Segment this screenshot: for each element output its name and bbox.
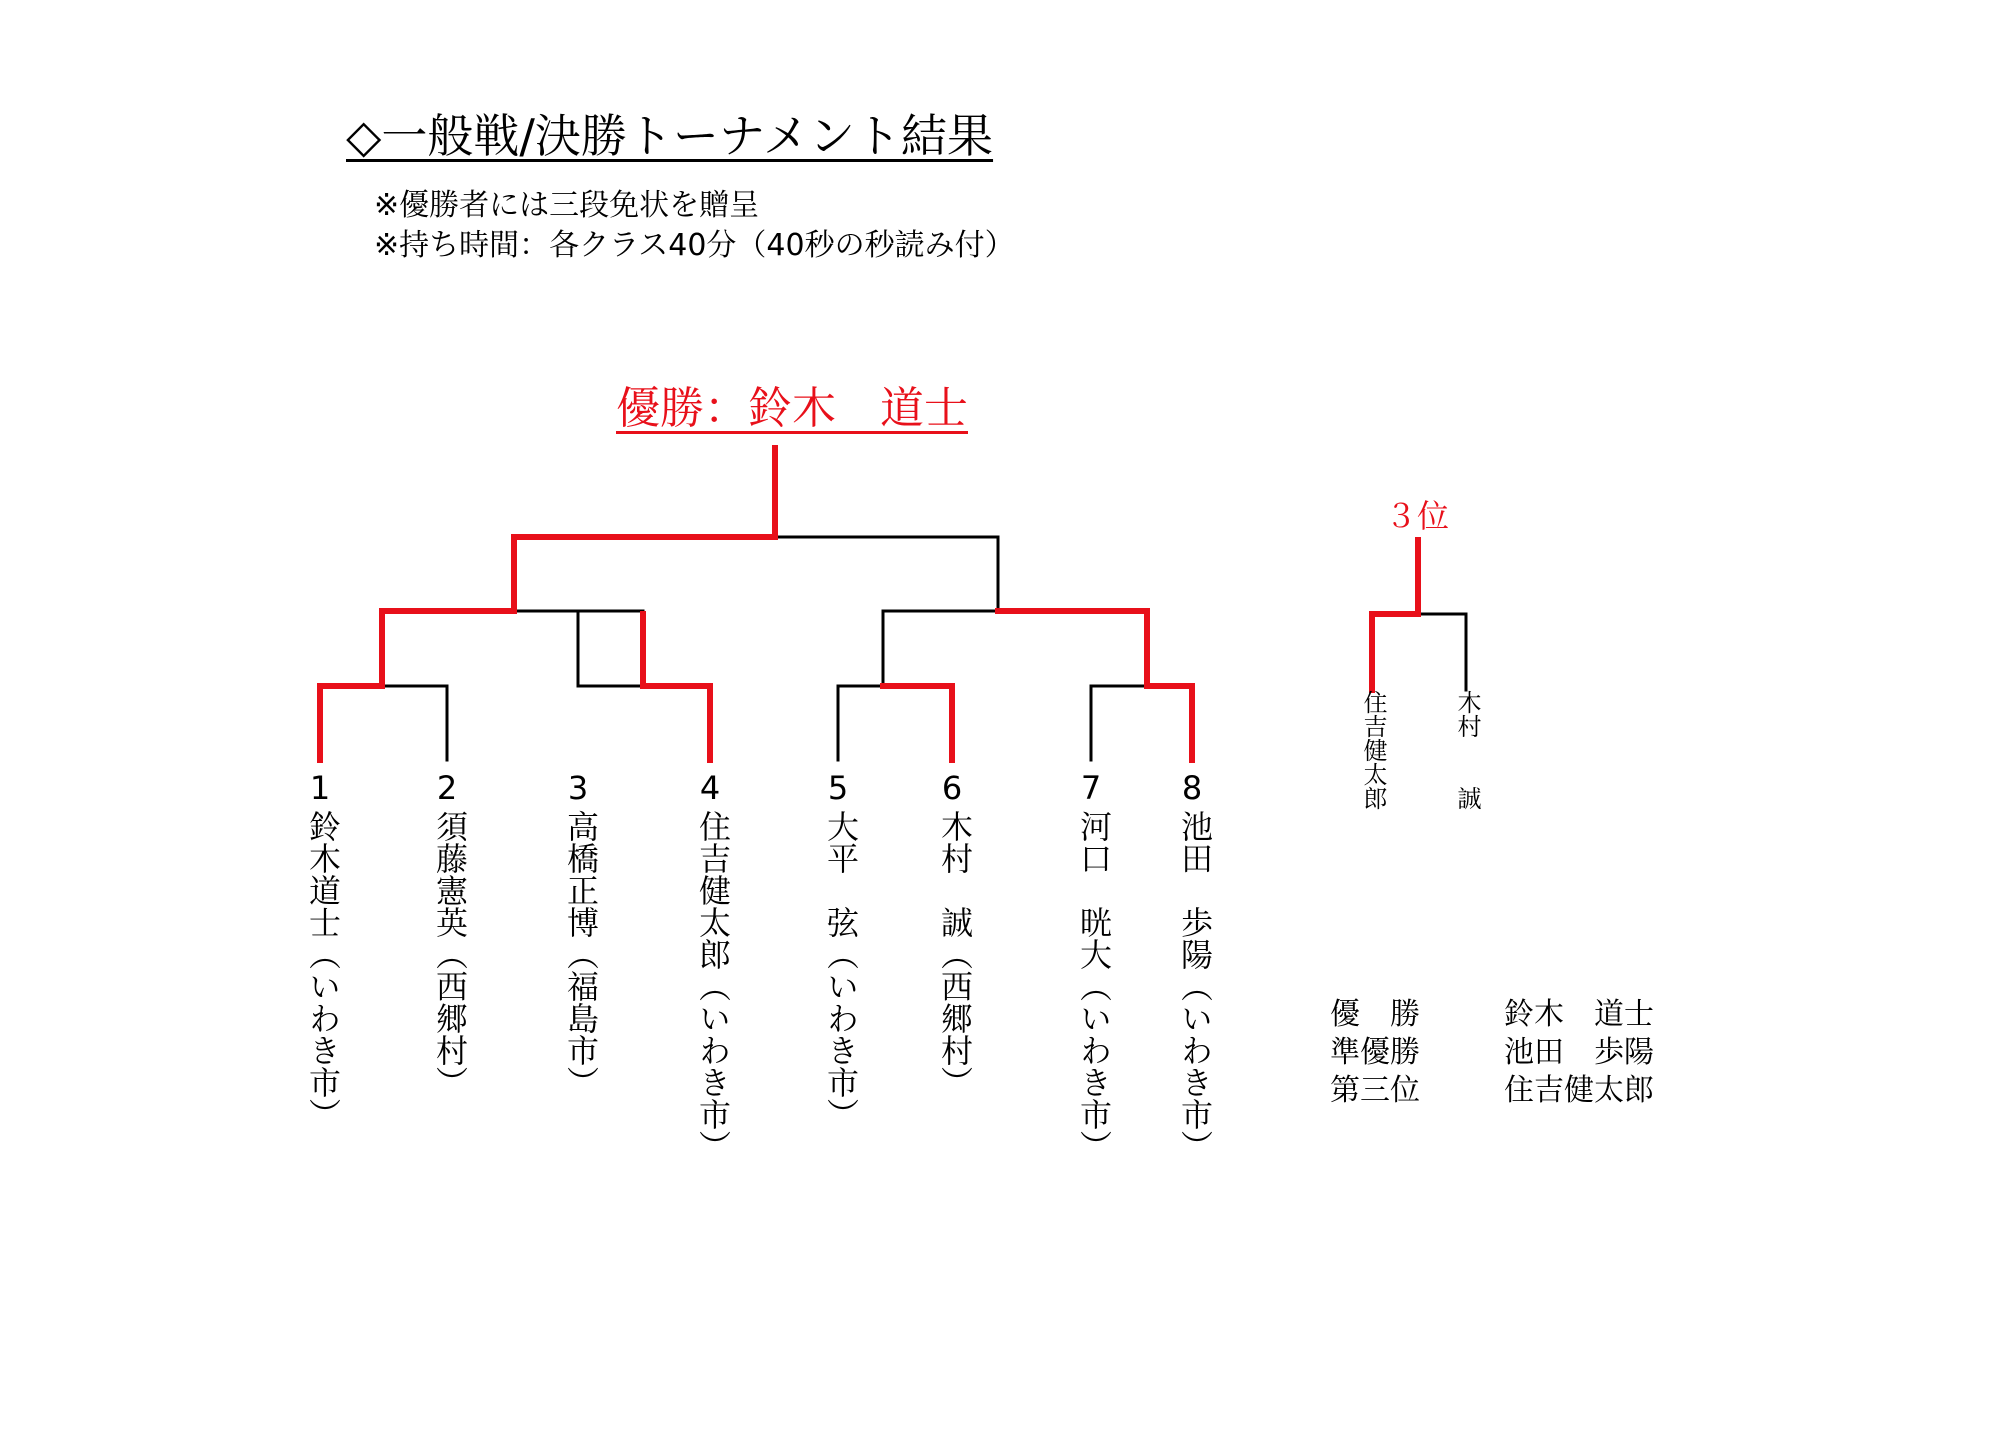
seed-number: 7 [1080,769,1102,807]
player-name: 鈴木道士（いわき市） [304,810,342,1130]
player-name: 木村 誠（西郷村） [936,810,974,1098]
seed-number: 8 [1181,769,1203,807]
result-label: 準優勝 [1330,1035,1420,1070]
line-third-winner [1372,540,1418,690]
seed-number: 6 [941,769,963,807]
result-name: 鈴木 道士 [1504,997,1654,1032]
bracket-losing-lines [382,537,1466,760]
result-label: 優 勝 [1330,997,1420,1032]
bracket-winning-lines [320,448,1418,760]
player-name: 河口 晄大（いわき市） [1075,810,1113,1162]
line-player-4-win [643,614,710,760]
player-name: 池田 歩陽（いわき市） [1176,810,1214,1162]
page-title: ◇一般戦/決勝トーナメント結果 [346,109,994,163]
line-final-loser [775,537,998,611]
note-time-control: ※持ち時間：各クラス40分（40秒の秒読み付） [374,228,1015,263]
player-name: 大平 弦（いわき市） [822,810,860,1130]
seed-number: 3 [567,769,589,807]
line-champion-path [320,448,775,760]
result-label: 第三位 [1330,1073,1420,1108]
champion-label: 優勝：鈴木 道士 [616,383,968,434]
seed-number: 5 [827,769,849,807]
line-match-1-2-loser [382,686,447,760]
line-match-3-4-loser [578,614,643,686]
line-third-loser [1418,614,1466,690]
player-name: 住吉健太郎（いわき市） [694,810,732,1162]
third-place-player: 木村 誠 [1453,690,1481,810]
line-semi-right-loser [883,611,998,686]
line-player-6-win [883,686,952,760]
third-place-player: 住吉健太郎 [1359,690,1387,810]
player-name: 須藤憲英（西郷村） [431,810,469,1098]
note-prize: ※優勝者には三段免状を贈呈 [374,188,760,223]
seed-number: 4 [699,769,721,807]
player-name: 高橋正博（福島市） [562,810,600,1098]
result-name: 住吉健太郎 [1504,1073,1654,1108]
third-place-label: ３位 [1385,497,1450,535]
seed-number: 1 [309,769,331,807]
line-match-5-6-loser [838,686,896,760]
line-match-7-8-loser [1091,686,1147,760]
seed-number: 2 [436,769,458,807]
result-name: 池田 歩陽 [1504,1035,1654,1070]
